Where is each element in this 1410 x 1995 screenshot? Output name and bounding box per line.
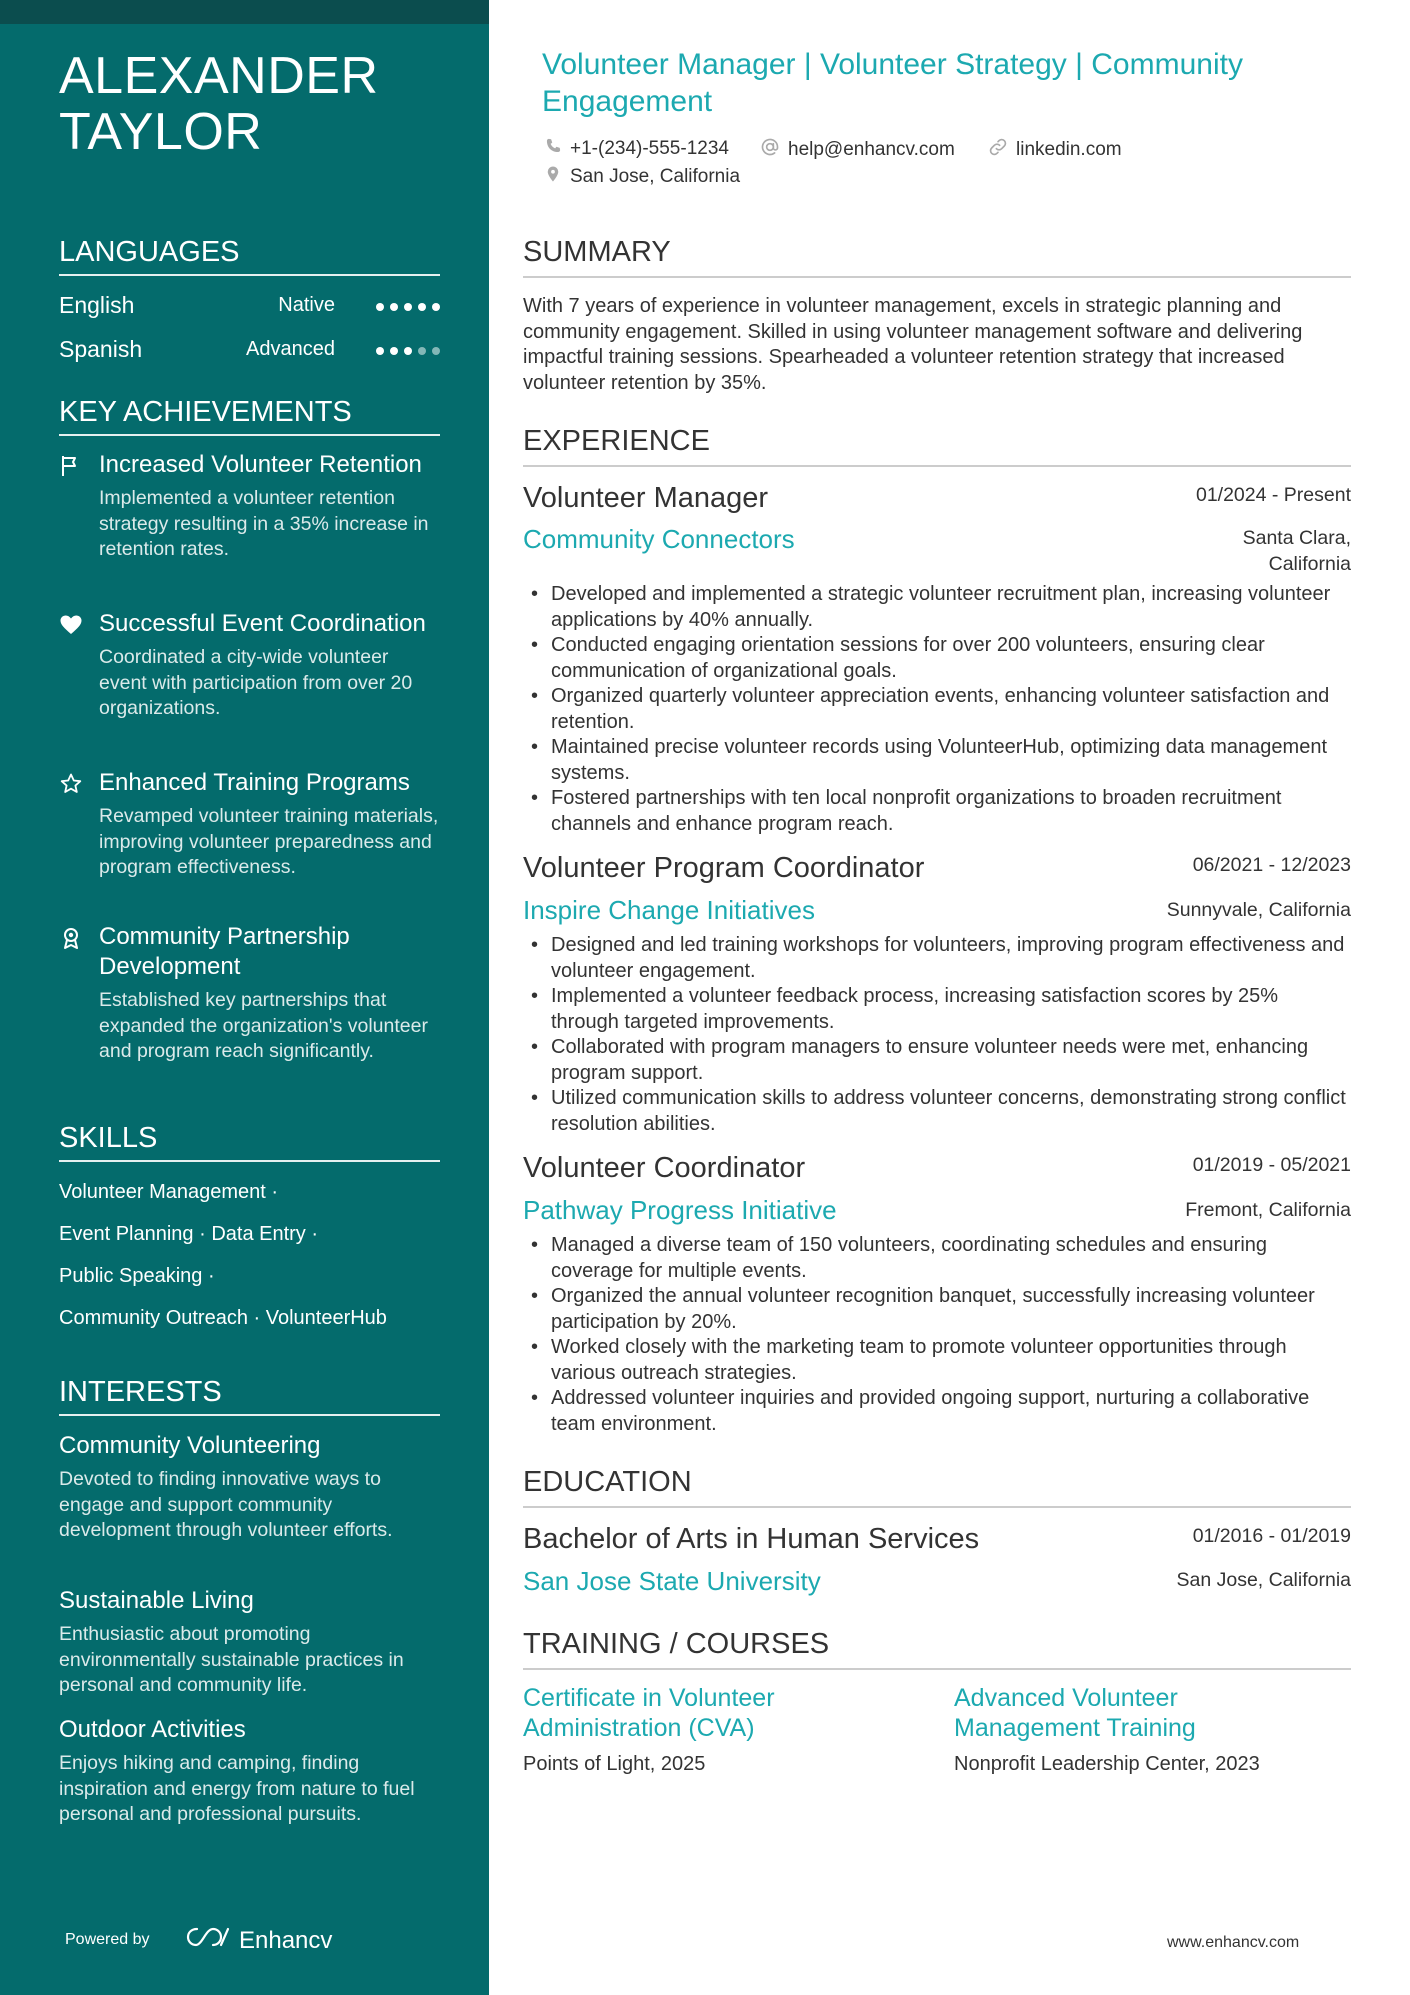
at-icon <box>760 137 780 163</box>
job-dates: 06/2021 - 12/2023 <box>1192 854 1351 876</box>
job-headline: Volunteer Manager | Volunteer Strategy | Community Engagement <box>542 48 1243 118</box>
achievement-title: Enhanced Training Programs <box>99 769 410 796</box>
achievement-item <box>59 609 440 722</box>
job-title: Volunteer Program Coordinator <box>523 852 925 884</box>
rating-dot-filled <box>432 303 440 311</box>
interest-title: Community Volunteering <box>59 1432 321 1459</box>
achievement-desc: Established key partnerships that expanded the organization's volunteer and program reach significantly. <box>99 989 428 1062</box>
powered-by-label: Powered by <box>65 1931 150 1948</box>
course-title: Advanced Volunteer Management Training <box>954 1684 1196 1742</box>
footer-url[interactable]: www.enhancv.com <box>1167 1934 1300 1951</box>
rating-dot-empty <box>432 347 440 355</box>
language-rating <box>376 303 440 311</box>
email-text: help@enhancv.com <box>788 139 955 160</box>
achievement-desc: Revamped volunteer training materials, improving volunteer preparedness and program effectiveness. <box>99 805 439 878</box>
interest-item <box>59 1586 440 1699</box>
school-location: San Jose, California <box>1176 1569 1351 1591</box>
achievement-item <box>59 922 440 1065</box>
linkedin-text: linkedin.com <box>1016 139 1122 160</box>
job-bullet: • Managed a diverse team of 150 volunteers, coordinating schedules and ensuring coverage for multiple events. <box>523 1233 1351 1284</box>
job-bullet: • Maintained precise volunteer records using VolunteerHub, optimizing data management systems. <box>523 735 1351 786</box>
rating-dot-filled <box>390 347 398 355</box>
skill-line: Volunteer Management · <box>59 1181 279 1203</box>
degree-title: Bachelor of Arts in Human Services <box>523 1523 980 1555</box>
job-bullet: • Collaborated with program managers to ensure volunteer needs were met, enhancing program support. <box>523 1035 1351 1086</box>
rating-dot-filled <box>404 303 412 311</box>
link-icon <box>988 137 1008 163</box>
achievement-item <box>59 768 440 881</box>
sidebar-top-bar <box>0 0 489 24</box>
job-bullet: • Developed and implemented a strategic volunteer recruitment plan, increasing volunteer applications by 40% annually. <box>523 582 1351 633</box>
job-bullets <box>523 933 1351 1137</box>
achievement-desc: Coordinated a city-wide volunteer event with participation from over 20 organizations. <box>99 646 413 719</box>
job-location: Fremont, California <box>1185 1199 1351 1221</box>
contact-location <box>544 164 740 190</box>
language-name: Spanish <box>59 336 143 362</box>
contact-linkedin[interactable] <box>988 137 1122 163</box>
company-name: Pathway Progress Initiative <box>523 1195 837 1225</box>
achievement-desc: Implemented a volunteer retention strategy resulting in a 35% increase in retention rates. <box>99 487 429 560</box>
education-dates: 01/2016 - 01/2019 <box>1192 1525 1351 1547</box>
location-pin-icon <box>544 164 562 190</box>
skill-line: Event Planning · Data Entry · <box>59 1223 319 1245</box>
candidate-name: ALEXANDER TAYLOR <box>59 47 379 161</box>
job-bullet: • Conducted engaging orientation sessions for over 200 volunteers, ensuring clear communication of organizational goals. <box>523 633 1351 684</box>
interest-desc: Enthusiastic about promoting environmentally sustainable practices in personal and community life. <box>59 1623 404 1696</box>
interest-desc: Enjoys hiking and camping, finding inspiration and energy from nature to fuel personal and professional pursuits. <box>59 1752 415 1825</box>
training-heading: TRAINING / COURSES <box>523 1626 1351 1670</box>
star-icon <box>59 772 83 796</box>
job-location: Sunnyvale, California <box>1166 899 1351 921</box>
award-icon <box>59 926 83 950</box>
job-title: Volunteer Manager <box>523 482 769 514</box>
education-heading: EDUCATION <box>523 1464 1351 1508</box>
interest-item <box>59 1431 440 1544</box>
course-item <box>954 1683 1314 1776</box>
rating-dot-filled <box>376 303 384 311</box>
achievement-title: Community Partnership Development <box>99 923 350 980</box>
interest-item <box>59 1715 440 1828</box>
achievement-item <box>59 450 440 563</box>
job-bullets <box>523 582 1351 837</box>
school-name: San Jose State University <box>523 1566 821 1596</box>
language-row <box>59 292 440 322</box>
course-provider: Points of Light, 2025 <box>523 1753 706 1775</box>
sidebar <box>0 0 489 1995</box>
interests-heading: INTERESTS <box>59 1374 440 1416</box>
language-level: Native <box>278 294 335 316</box>
achievement-title: Successful Event Coordination <box>99 610 426 637</box>
contact-phone[interactable] <box>544 137 729 161</box>
job-bullet: • Utilized communication skills to address volunteer concerns, demonstrating strong conflict resolution abilities. <box>523 1086 1351 1137</box>
interest-title: Outdoor Activities <box>59 1716 246 1743</box>
language-level: Advanced <box>246 338 335 360</box>
job-dates: 01/2024 - Present <box>1195 484 1351 506</box>
language-name: English <box>59 292 135 318</box>
job-title: Volunteer Coordinator <box>523 1152 806 1184</box>
job-bullet: • Addressed volunteer inquiries and provided ongoing support, nurturing a collaborative team environment. <box>523 1386 1351 1437</box>
job-bullet: • Organized the annual volunteer recognition banquet, successfully increasing volunteer participation by 20%. <box>523 1284 1351 1335</box>
company-name: Community Connectors <box>523 524 795 554</box>
rating-dot-filled <box>404 347 412 355</box>
skill-line: Community Outreach · VolunteerHub <box>59 1307 387 1329</box>
job-location: Santa Clara, California <box>1242 527 1351 575</box>
course-item <box>523 1683 883 1776</box>
enhancv-logo[interactable] <box>185 1925 332 1956</box>
company-name: Inspire Change Initiatives <box>523 895 815 925</box>
rating-dot-filled <box>376 347 384 355</box>
rating-dot-empty <box>418 347 426 355</box>
job-dates: 01/2019 - 05/2021 <box>1192 1154 1351 1176</box>
heart-icon <box>59 613 83 637</box>
course-title: Certificate in Volunteer Administration (CVA) <box>523 1684 775 1742</box>
experience-heading: EXPERIENCE <box>523 423 1351 467</box>
languages-heading: LANGUAGES <box>59 234 440 276</box>
language-rating <box>376 347 440 355</box>
job-bullet: • Designed and led training workshops for volunteers, improving program effectiveness and volunteer engagement. <box>523 933 1351 984</box>
interest-title: Sustainable Living <box>59 1587 254 1614</box>
rating-dot-filled <box>390 303 398 311</box>
enhancv-logo-icon <box>185 1925 231 1956</box>
flag-icon <box>59 454 83 478</box>
job-bullet: • Organized quarterly volunteer appreciation events, enhancing volunteer satisfaction and retention. <box>523 684 1351 735</box>
job-bullet: • Worked closely with the marketing team to promote volunteer opportunities through various outreach strategies. <box>523 1335 1351 1386</box>
achievement-title: Increased Volunteer Retention <box>99 451 422 478</box>
skills-heading: SKILLS <box>59 1120 440 1162</box>
rating-dot-filled <box>418 303 426 311</box>
achievements-heading: KEY ACHIEVEMENTS <box>59 394 440 436</box>
course-provider: Nonprofit Leadership Center, 2023 <box>954 1753 1260 1775</box>
phone-icon <box>544 137 562 161</box>
job-bullets <box>523 1233 1351 1437</box>
skill-line: Public Speaking · <box>59 1265 215 1287</box>
location-text: San Jose, California <box>570 166 741 187</box>
job-bullet: • Fostered partnerships with ten local nonprofit organizations to broaden recruitment channels and enhance program reach. <box>523 786 1351 837</box>
language-row <box>59 336 440 366</box>
interest-desc: Devoted to finding innovative ways to engage and support community development through volunteer efforts. <box>59 1468 393 1541</box>
phone-text: +1-(234)-555-1234 <box>570 138 729 159</box>
job-bullet: • Implemented a volunteer feedback process, increasing satisfaction scores by 25% through targeted improvements. <box>523 984 1351 1035</box>
summary-text: With 7 years of experience in volunteer management, excels in strategic planning and community engagement. Skilled in using volunteer management software and delivering impactful training sessions. Spearheaded a volunteer retention strategy that increased volunteer retention by 35%. <box>523 295 1303 394</box>
contact-email[interactable] <box>760 137 955 163</box>
enhancv-logo-text: Enhancv <box>239 1926 333 1954</box>
summary-heading: SUMMARY <box>523 234 1351 278</box>
